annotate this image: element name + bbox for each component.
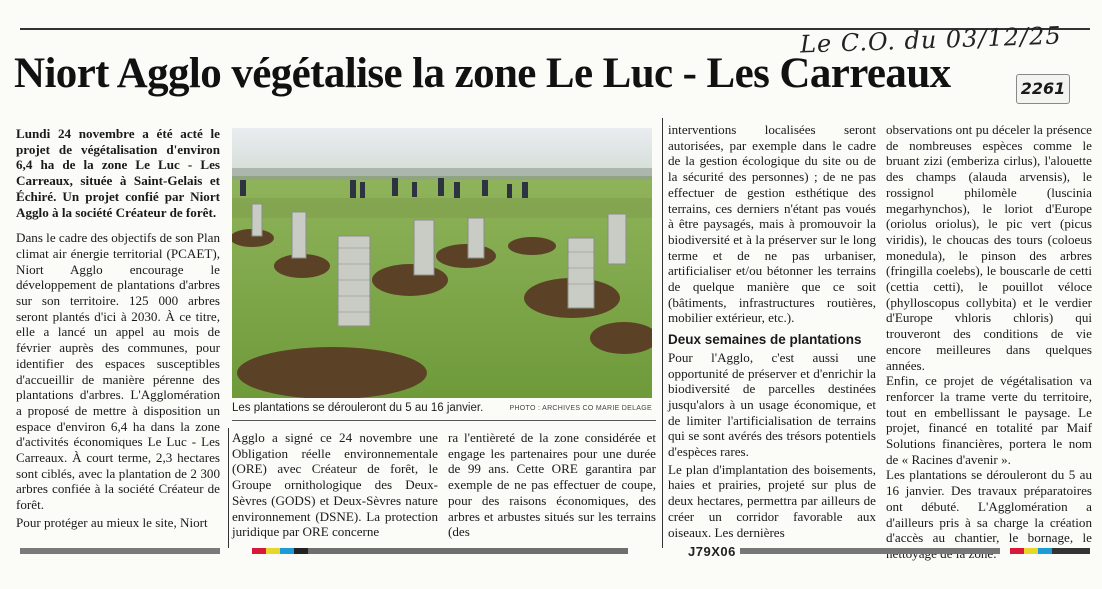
handwritten-note: Le C.O. du 03/12/25 (799, 21, 1063, 59)
col4-paragraph-3: Les plantations se dérouleront du 5 au 16 janvier. Des travaux préparatoires ont débuté. L'Agglomération a d'ailleurs pris à sa charge la création d'accès au chantier, le bornage, le (886, 467, 1092, 546)
print-code: J79X06 (688, 544, 736, 559)
article-column-5 (886, 122, 1092, 562)
photo-caption-block (232, 402, 652, 414)
col3-paragraph: interventions localisées seront autorisées, par exemple dans le cadre de la gestion écologique du site ou de la sécurité des personnes) ; de ne pas effectuer de gestion esthétique des terrains, ces derniers n'étant pas voués à être paysagés, mais à promouvoir la biodiversité et à la préserver sur le long terme et de ne pas urbaniser, artificialiser et/ou bétonner les terrains de quelque manière que ce soit (bâtiments, infrastructures routières, mobilier extérieur, etc.). (668, 122, 876, 326)
col3-paragraph-2: Pour l'Agglo, c'est aussi une opportunité de préserver et d'enrichir la biodiversité de parcelles destinées jusqu'alors à un usage économique, et de limiter l'artificialisation de terrains qui se sont avérés des trésors potentiels d'espèces rares. (668, 349, 876, 460)
photo-caption: Les plantations se dérouleront du 5 au 16 janvier. (232, 402, 484, 414)
article-column-2: Agglo a signé ce 24 novembre une Obligation réelle environnementale (ORE) avec Créateur de forêt, le Groupe ornithologique des Deux-Sèvres (GODS) et Deux-Sèvres nature environnement (DSNE). La protection juridique par ORE concerne (232, 430, 438, 540)
photo-credit: PHOTO : ARCHIVES CO MARIE DELAGE (509, 405, 652, 412)
col4-paragraph-1: observations ont pu déceler la présence de nombreuses espèces comme le bruant zizi (emberiza cirlus), l'alouette des champs (alauda arvensis), le rossignol philomèle (luscinia megarhynchos), le loriot d'Europe (oriolus oriolus), le pic vert (picus viridis), le choucas des tours (coloeus monedula), le pinson des arbres (fringilla coelebs), le bouscarle de cetti (cettia cetti), le pouillot véloce (phylloscopus collybita) et le verdier d'Europe vhloris chloris) qui trouveront des conditions de vie encore meilleures dans quelques années. (886, 122, 1092, 373)
print-color-band (20, 548, 1090, 554)
col1-paragraph-1: Dans le cadre des objectifs de son Plan climat air énergie territorial (PCAET), Niort Agglo encourage le développement de plantations d'arbres sur son territoire. 125 000 arbres seront plantés d'ici à 2030. À ce titre, elle a lancé un appel au mois de février auprès des communes, pour identifier des espaces susceptibles d'accueillir de manière pérenne des plantations d'arbres. L'Agglomération a proposé de mettre à disposition un espace d'environ 6,4 ha dans la zone d'activités économiques Le Luc - Les Carreaux. À court terme, 2,3 hectares sont ciblés, avec la plantation de 2 300 arbres confiée à la société Créateur de forêt. (16, 230, 220, 513)
article-column-4 (668, 122, 876, 540)
reference-number-stamp: 2261 (1016, 74, 1070, 104)
col3-paragraph-3: Le plan d'implantation des boisements, haies et prairies, projeté sur plus de deux hectares, permettra par ailleurs de créer un corridor favorable aux oiseaux. Les dernières (668, 461, 876, 540)
article-column-1 (16, 126, 220, 531)
plantation-photo-illustration (232, 128, 652, 398)
column-separator-mark (662, 118, 663, 548)
article-lead: Lundi 24 novembre a été acté le projet de végétalisation d'environ 6,4 ha de la zone Le Luc - Les Carreaux, située à Saint-Gelais et Échiré. Un projet confié par Niort Agglo à la société Créateur de forêt. (16, 126, 220, 220)
article-column-3: ra l'entièreté de la zone considérée et engage les partenaires pour une durée de 99 ans. Cette ORE garantira par exemple de ne pas effectuer de coupe, pour des raisons économiques, des arbres et arbustes situés sur les terrains (des (448, 430, 656, 540)
subheading: Deux semaines de plantations (668, 332, 862, 348)
col4-paragraph-2: Enfin, ce projet de végétalisation va renforcer la trame verte du territoire, tout en embellissant le paysage. Le projet, financé en totalité par Maif Solutions financières, portera le nom de « Racines d'avenir ». (886, 373, 1092, 467)
article-photo (232, 128, 652, 398)
caption-rule (232, 420, 656, 421)
margin-mark (228, 428, 229, 548)
col1-paragraph-2: Pour protéger au mieux le site, Niort (16, 514, 208, 530)
article-headline: Niort Agglo végétalise la zone Le Luc - Les Carreaux (14, 50, 951, 97)
